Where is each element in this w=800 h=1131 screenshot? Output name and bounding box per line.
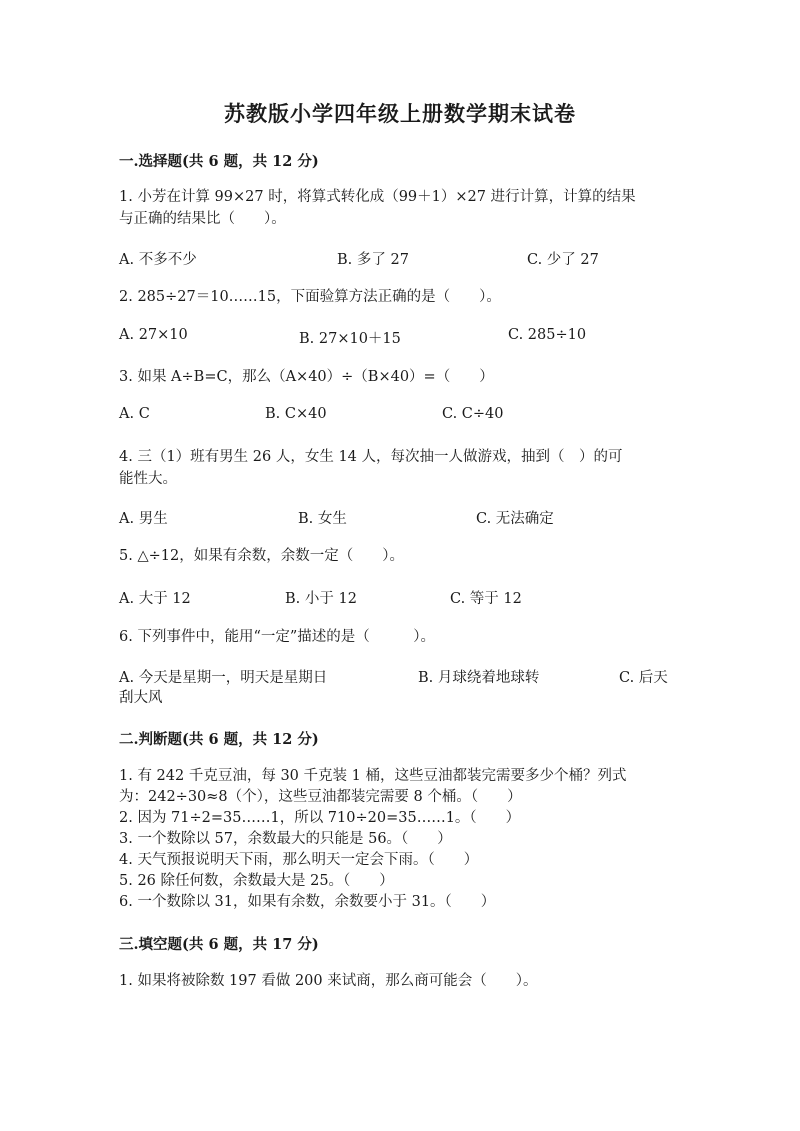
list-item: 为：242÷30≈8（个），这些豆油都装完需要 8 个桶。（ ） bbox=[119, 789, 522, 805]
option-text: 刮大风 bbox=[119, 690, 163, 706]
question-4 bbox=[119, 446, 679, 490]
option-c[interactable]: C. 285÷10 bbox=[508, 327, 587, 343]
options-q1 bbox=[119, 248, 679, 270]
options-q6 bbox=[119, 666, 679, 688]
option-a[interactable]: A. 今天是星期一，明天是星期日 bbox=[119, 670, 328, 686]
option-c[interactable]: C. 等于 12 bbox=[450, 591, 522, 607]
option-b[interactable]: B. 27×10＋15 bbox=[299, 331, 401, 347]
question-text: 5. △÷12，如果有余数，余数一定（ ）。 bbox=[119, 548, 404, 564]
options-q4 bbox=[119, 507, 679, 529]
option-c[interactable]: C. C÷40 bbox=[442, 406, 504, 422]
question-text: 1. 小芳在计算 99×27 时，将算式转化成（99＋1）×27 进行计算，计算的结果 bbox=[119, 189, 636, 205]
option-a[interactable]: A. 不多不少 bbox=[119, 252, 197, 268]
question-3 bbox=[119, 366, 679, 388]
list-item: 3. 一个数除以 57，余数最大的只能是 56。（ ） bbox=[119, 831, 452, 847]
question-6 bbox=[119, 626, 679, 648]
list-item: 5. 26 除任何数，余数最大是 25。（ ） bbox=[119, 873, 394, 889]
question-text: 6. 下列事件中，能用“一定”描述的是（ ）。 bbox=[119, 629, 436, 645]
option-c[interactable]: C. 少了 27 bbox=[527, 252, 599, 268]
option-b[interactable]: B. 女生 bbox=[298, 511, 347, 527]
options-q3 bbox=[119, 406, 679, 428]
list-item: 1. 有 242 千克豆油，每 30 千克装 1 桶，这些豆油都装完需要多少个桶？列式 bbox=[119, 768, 627, 784]
options-q2 bbox=[119, 327, 679, 349]
option-c[interactable]: C. 后天 bbox=[619, 670, 668, 686]
question-2 bbox=[119, 286, 679, 308]
option-b[interactable]: B. 小于 12 bbox=[285, 591, 357, 607]
option-c-continued bbox=[119, 687, 679, 709]
question-text: 3. 如果 A÷B=C，那么（A×40）÷（B×40）=（ ） bbox=[119, 369, 494, 385]
section-heading-fill: 三.填空题(共 6 题，共 17 分) bbox=[119, 936, 319, 953]
question-5 bbox=[119, 545, 679, 567]
section-heading-choice: 一.选择题(共 6 题，共 12 分) bbox=[119, 153, 319, 170]
question-1 bbox=[119, 186, 679, 230]
question-text: 1. 如果将被除数 197 看做 200 来试商，那么商可能会（ ）。 bbox=[119, 973, 538, 989]
question-text: 能性大。 bbox=[119, 471, 177, 487]
option-a[interactable]: A. C bbox=[119, 406, 150, 422]
question-text: 与正确的结果比（ ）。 bbox=[119, 211, 286, 227]
fill-question-1 bbox=[119, 970, 679, 992]
judge-question-list bbox=[119, 766, 679, 913]
option-b[interactable]: B. C×40 bbox=[265, 406, 327, 422]
question-text: 4. 三（1）班有男生 26 人，女生 14 人，每次抽一人做游戏，抽到（ ）的可 bbox=[119, 449, 623, 465]
list-item: 2. 因为 71÷2=35……1，所以 710÷20=35……1。（ ） bbox=[119, 810, 521, 826]
option-a[interactable]: A. 大于 12 bbox=[119, 591, 191, 607]
option-c[interactable]: C. 无法确定 bbox=[476, 511, 554, 527]
list-item: 4. 天气预报说明天下雨，那么明天一定会下雨。（ ） bbox=[119, 852, 479, 868]
option-a[interactable]: A. 男生 bbox=[119, 511, 168, 527]
section-heading-judge: 二.判断题(共 6 题，共 12 分) bbox=[119, 731, 319, 748]
option-b[interactable]: B. 月球绕着地球转 bbox=[418, 670, 540, 686]
options-q5 bbox=[119, 587, 679, 609]
question-text: 2. 285÷27＝10……15，下面验算方法正确的是（ ）。 bbox=[119, 289, 501, 305]
list-item: 6. 一个数除以 31，如果有余数，余数要小于 31。（ ） bbox=[119, 894, 496, 910]
option-b[interactable]: B. 多了 27 bbox=[337, 252, 409, 268]
page-title: 苏教版小学四年级上册数学期末试卷 bbox=[224, 101, 576, 126]
option-a[interactable]: A. 27×10 bbox=[119, 327, 188, 343]
